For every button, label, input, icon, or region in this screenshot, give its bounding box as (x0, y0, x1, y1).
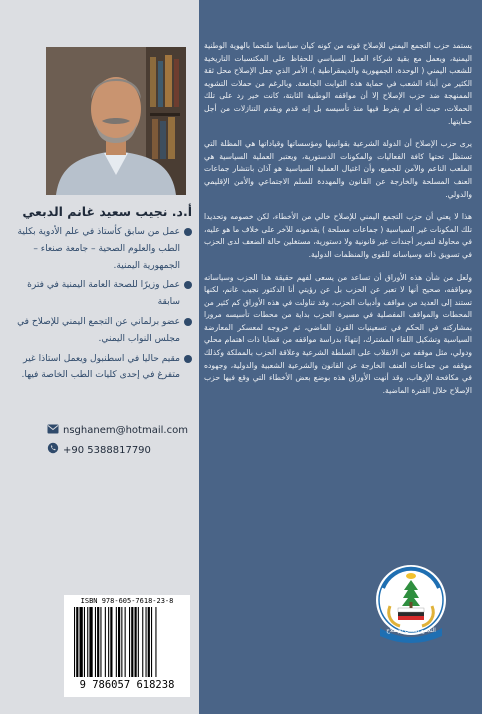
cover-blurb (204, 40, 472, 407)
bullet-icon (184, 355, 192, 363)
barcode-bars (74, 607, 180, 679)
bio-item-text: عمل من سابق كأستاذ في علم الأدوية بكلية الطب والعلوم الصحية – جامعة صنعاء – الجمهورية اليمنية. (17, 227, 180, 271)
bullet-icon (184, 318, 192, 326)
bio-item (6, 314, 192, 348)
bio-item-text: عمل وزيرًا للصحة العامة اليمنية في فترة سابقة (27, 280, 180, 308)
barcode-bar (108, 607, 109, 677)
barcode-bar (76, 607, 78, 677)
contact-phone (47, 442, 197, 456)
isbn-barcode (64, 595, 190, 697)
bio-item (6, 224, 192, 274)
barcode-bar (125, 607, 126, 677)
author-bio-list (6, 224, 192, 387)
barcode-bar (138, 607, 139, 677)
email-icon (47, 424, 59, 434)
bio-item-text: عضو برلماني عن التجمع اليمني للإصلاح في مجلس النواب اليمني. (17, 316, 180, 344)
bio-item-text: مقيم حاليا في اسطنبول ويعمل استاذا غير متفرغ في إحدى كليات الطب الخاصة فيها. (21, 353, 180, 381)
blurb-paragraph: يرى حزب الإصلاح أن الدولة الشرعية بقوانينها ومؤسساتها وقياداتها هي المظلة التي تستظل تحتها كافة الفعاليات والمكونات الدستورية، ويعتبر العملية السياسية هي الملعب الناعم والآمن للجميع، وأن اغتيال العملية السياسية هو آذان بانتشار جماعات العنف المسلحة والخارجة عن القانون والمهددة للسلم الاجتماعي والأمن الإقليمي والدولي. (204, 139, 472, 199)
barcode-bar (97, 607, 99, 677)
barcode-bar (118, 607, 120, 677)
logo-caption: التجمع اليمني للإصلاح (386, 628, 436, 634)
barcode-bar (121, 607, 122, 677)
isbn-digits: 9 786057 618238 (79, 679, 175, 691)
barcode-bar (84, 607, 85, 677)
author-name: أ.د. نجيب سعيد غانم الدبعي (22, 204, 192, 219)
barcode-bar (135, 607, 137, 677)
barcode-bar (131, 607, 133, 677)
barcode-bar (100, 607, 101, 677)
author-photo (46, 47, 186, 195)
barcode-bar (129, 607, 130, 677)
blurb-paragraph: هذا لا يعني أن حزب التجمع اليمني للإصلاح خالي من الأخطاء، لكن خصومه وتحديدا تلك المكونات غير السياسية ( جماعات مسلحة ) يقدمونه للآخر على خلاف ما هو عليه، في محاولة لتمرير أجندات غير قانونية ولا دستورية، مستغلين حالة الضعف لدى الحزب في تسويق ذاته وسياساته للقوى والمنظمات الدولية. (204, 212, 472, 259)
bio-item (6, 277, 192, 311)
blurb-paragraph: ولعل من شأن هذه الأوراق أن تساعد من يسعى لفهم حقيقة هذا الحزب وسياساته ومواقفه، صحيح أنها لا تعبر عن الحزب بل عن رؤيتي أنا الدكتور نجيب غانم، لكنها تستند إلى العديد من مواقف وأدبيات الحزب، وقد تناولت في هذه الأوراق كم كثير من المحطات والمواقف المفصلية في مسيرة الحزب بداية من محطات تأسيسه مرورا بمشاركته في الحكم في تسعينيات القرن الماضي، ثم خروجه لمعسكر المعارضة السياسية وتشكيل اللقاء المشترك، إنتهاءً بدراسة مواقفه من قضايا ذات اهتمام محلي ودولي، مثل موقفه من الانقلاب على السلطة الشرعية وعلاقة الحزب بالمملكة وكذلك موقفه من جماعات العنف الخارجة عن القانون والشرعية الشعبية والدولية، وجهوده في مكافحة الإرهاب، وقد أنهت الأوراق هذه بوضع بعض الأخطاء التي وقع فيها حزب الإصلاح خلال الفترة الماضية. (204, 272, 472, 395)
isbn-label: ISBN 978-605-7618-23-8 (80, 597, 174, 605)
bullet-icon (184, 281, 192, 289)
barcode-bar (148, 607, 150, 677)
barcode-bar (155, 607, 156, 677)
barcode-bar (80, 607, 83, 677)
bio-item (6, 351, 192, 385)
barcode-bar (116, 607, 117, 677)
bullet-icon (184, 228, 192, 236)
barcode-bar (110, 607, 112, 677)
barcode-bar (95, 607, 96, 677)
author-sidebar (0, 0, 199, 714)
contact-email (47, 424, 197, 436)
barcode-bar (74, 607, 75, 677)
whatsapp-icon (47, 442, 59, 452)
barcode-bar (105, 607, 106, 677)
party-logo-icon (374, 562, 448, 644)
barcode-bar (87, 607, 88, 677)
barcode-bar (151, 607, 152, 677)
barcode-bar (89, 607, 92, 677)
barcode-bar (142, 607, 143, 677)
barcode-bar (146, 607, 147, 677)
blurb-paragraph: يستمد حزب التجمع اليمني للإصلاح قوته من كونه كيان سياسيا ملتحما بالهوية الوطنية اليمنية، ويعمل مع بقية شركاء العمل السياسي للحفاظ على المكتسبات التاريخية للشعب اليمني ( الوحدة، الجمهورية والديمقراطية )، الأمر الذي جعل الإصلاح محل ثقة الكثير من أبناء الشعب في حماية هذه الثوابت الجامعة. وبالرغم من حملات التشويه الممنهجة ضد حزب الإصلاح إلا أن مواقفه الوطنية الثابتة، كانت خير رد على تلك الحملات، حيث أنه لم يفرط فيها منذ تأسيسه بل إنه قدم ويقدم التنازلات من أجل حمايتها. (204, 41, 472, 126)
email-text: nsghanem@hotmail.com (63, 425, 188, 436)
phone-text: +90 5388817790 (63, 445, 151, 456)
